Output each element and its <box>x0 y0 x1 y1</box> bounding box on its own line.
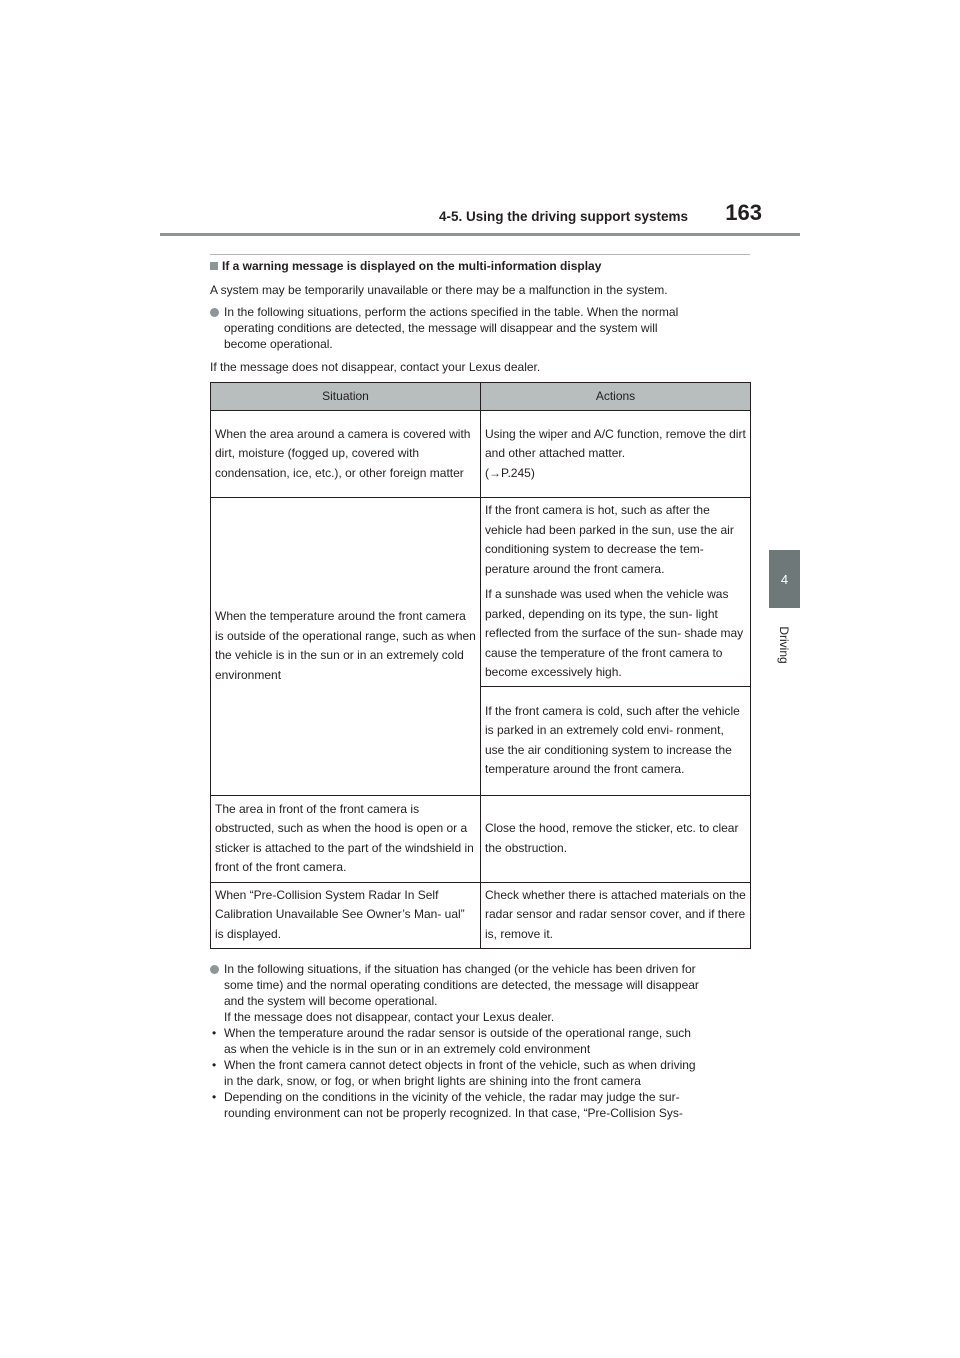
contact-dealer-text: If the message does not disappear, contact your Lexus dealer. <box>210 360 541 374</box>
section-title: 4-5. Using the driving support systems <box>438 209 688 224</box>
page-reference: (→P.245) <box>485 465 535 480</box>
section-rule <box>210 254 750 255</box>
bullet-line: some time) and the normal operating conditions are detected, the message will disappear <box>224 978 699 992</box>
actions-cell: Check whether there is attached materials on the radar sensor and radar sensor cover, and if there is, remove it. <box>481 882 751 948</box>
table-row <box>211 411 751 498</box>
dash-item-line: rounding environment can not be properly recognized. In that case, “Pre-Collision Sys- <box>224 1106 683 1120</box>
action-text: If a sunshade was used when the vehicle was parked, depending on its type, the sun- light reflected from the surface of the sun- shade may cause the temperature of the front camera to become excessively high. <box>485 587 744 679</box>
bullet-item <box>210 304 755 352</box>
table-row <box>211 882 751 948</box>
header-rule <box>160 233 800 236</box>
dash-item-line: as when the vehicle is in the sun or in an extremely cold environment <box>224 1042 591 1056</box>
actions-cell <box>481 411 751 498</box>
intro-paragraph: A system may be temporarily unavailable or there may be a malfunction in the system. <box>210 283 668 297</box>
dash-item-line: When the front camera cannot detect objects in front of the vehicle, such as when driving <box>224 1058 696 1072</box>
bullet-line: operating conditions are detected, the message will disappear and the system will <box>224 321 658 335</box>
actions-cell <box>481 498 751 687</box>
bullet-line: If the message does not disappear, contact your Lexus dealer. <box>224 1010 555 1024</box>
warning-actions-table <box>210 382 751 949</box>
bullet-item <box>210 961 755 1025</box>
dash-bullet-icon: • <box>212 1058 217 1072</box>
dash-item-line: When the temperature around the radar sensor is outside of the operational range, such <box>224 1026 691 1040</box>
situation-cell: When the temperature around the front camera is outside of the operational range, such as when the vehicle is in the sun or in an extremely cold environment <box>211 498 481 796</box>
chapter-label: Driving <box>777 626 791 664</box>
situation-cell: When “Pre-Collision System Radar In Self Calibration Unavailable See Owner’s Man- ual” is displayed. <box>211 882 481 948</box>
column-header-situation: Situation <box>211 383 481 411</box>
circle-bullet-icon <box>210 965 219 974</box>
dash-item-line: in the dark, snow, or fog, or when bright lights are shining into the front camera <box>224 1074 641 1088</box>
section-heading <box>210 259 755 274</box>
actions-cell: If the front camera is cold, such after the vehicle is parked in an extremely cold envi- ronment, use the air conditioning system to increase the temperature around the front camera. <box>481 686 751 795</box>
square-bullet-icon <box>210 262 218 270</box>
bullet-line: and the system will become operational. <box>224 994 438 1008</box>
table-row <box>211 498 751 687</box>
page-reference-number: P.245 <box>501 465 531 480</box>
table-row <box>211 795 751 882</box>
action-text: If the front camera is hot, such as after the vehicle had been parked in the sun, use the air conditioning system to decrease the tem- perature around the front camera. <box>485 503 734 576</box>
situation-cell: When the area around a camera is covered with dirt, moisture (fogged up, covered with condensation, ice, etc.), or other foreign matter <box>211 411 481 498</box>
page-number: 163 <box>725 200 762 225</box>
situation-cell: The area in front of the front camera is obstructed, such as when the hood is open or a sticker is attached to the part of the windshield in front of the front camera. <box>211 795 481 882</box>
actions-cell: Close the hood, remove the sticker, etc. to clear the obstruction. <box>481 795 751 882</box>
column-header-actions: Actions <box>481 383 751 411</box>
dash-item-line: Depending on the conditions in the vicinity of the vehicle, the radar may judge the sur- <box>224 1090 680 1104</box>
dash-bullet-icon: • <box>212 1090 217 1104</box>
table-header-row <box>211 383 751 411</box>
dash-bullet-icon: • <box>212 1026 217 1040</box>
action-text: Using the wiper and A/C function, remove the dirt and other attached matter. <box>485 426 746 461</box>
bullet-line: become operational. <box>224 337 333 351</box>
chapter-number: 4 <box>780 572 789 587</box>
bullet-line: In the following situations, perform the actions specified in the table. When the normal <box>224 305 679 319</box>
bullet-line: In the following situations, if the situation has changed (or the vehicle has been driven for <box>224 962 696 976</box>
section-heading-text: If a warning message is displayed on the multi-information display <box>222 259 602 273</box>
arrow-right-icon: → <box>489 465 501 480</box>
circle-bullet-icon <box>210 308 219 317</box>
